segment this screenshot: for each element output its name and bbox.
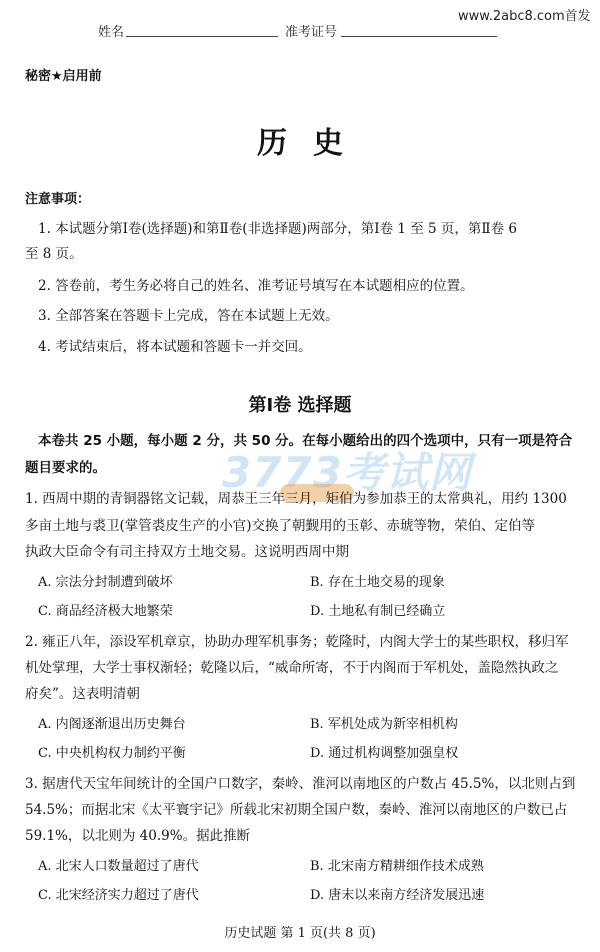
option-a: A. 内阁逐渐退出历史舞台 — [38, 717, 186, 732]
page-title: 历史 — [257, 126, 369, 161]
option-c: C. 中央机构权力制约平衡 — [38, 746, 186, 761]
notice-item-1-cont: 至 8 页。 — [25, 246, 83, 262]
option-d: D. 土地私有制已经确立 — [310, 604, 446, 619]
option-c: C. 北宋经济实力超过了唐代 — [38, 888, 199, 903]
notice-item-1: 1. 本试题分第Ⅰ卷(选择题)和第Ⅱ卷(非选择题)两部分，第Ⅰ卷 1 至 5 页，第Ⅱ卷 6 — [38, 221, 517, 237]
section-intro: 本卷共 25 小题，每小题 2 分，共 50 分。在每小题给出的四个选项中，只有一项是符合 — [38, 433, 573, 449]
page-footer: 历史试题 第 1 页(共 8 页) — [224, 926, 376, 941]
option-c: C. 商品经济极大地繁荣 — [38, 604, 173, 619]
question-line: 执政大臣命令有司主持双方土地交易。这说明西周中期 — [25, 544, 349, 560]
secret-mark: 秘密★启用前 — [25, 69, 102, 84]
option-b: B. 存在土地交易的现象 — [310, 575, 445, 590]
site-logo-watermark: 3773考试网 — [222, 448, 472, 497]
option-d: D. 唐末以来南方经济发展迅速 — [310, 888, 485, 903]
notice-item-2: 2. 答卷前，考生务必将自己的姓名、准考证号填写在本试题相应的位置。 — [38, 278, 474, 294]
option-a: A. 宗法分封制遭到破坏 — [38, 575, 173, 590]
notice-item-4: 4. 考试结束后，将本试题和答题卡一并交回。 — [38, 339, 312, 355]
name-underline — [126, 36, 278, 37]
exam-number-underline — [341, 36, 497, 37]
question-line: 3. 据唐代天宝年间统计的全国户口数字，秦岭、淮河以南地区的户数占 45.5%，以北则占到 — [25, 776, 576, 792]
option-a: A. 北宋人口数量超过了唐代 — [38, 859, 199, 874]
site-watermark: www.2abc8.com首发 — [458, 9, 591, 24]
name-label: 姓名 — [98, 25, 125, 40]
question-line: 54.5%；而据北宋《太平寰宇记》所载北宋初期全国户数，秦岭、淮河以南地区的户数已占 — [25, 802, 568, 818]
section-title: 第Ⅰ卷 选择题 — [248, 395, 352, 416]
section-intro-cont: 题目要求的。 — [25, 460, 106, 476]
option-b: B. 军机处成为新宰相机构 — [310, 717, 458, 732]
notice-item-3: 3. 全部答案在答题卡上完成，答在本试题上无效。 — [38, 308, 339, 324]
notice-heading: 注意事项： — [25, 192, 91, 207]
question-line: 多亩土地与裘卫(掌管裘皮生产的小官)交换了朝觐用的玉彰、赤琥等物，荣伯、定伯等 — [25, 518, 536, 534]
question-line: 59.1%，以北则为 40.9%。据此推断 — [25, 828, 251, 844]
question-line: 2. 雍正八年，添设军机章京，协助办理军机事务；乾隆时，内阁大学士的某些职权，移归军 — [25, 634, 569, 650]
question-line: 1. 西周中期的青铜器铭文记载，周恭王三年三月，矩伯为参加恭王的太常典礼，用约 1300 — [25, 491, 567, 507]
question-line: 府矣”。这表明清朝 — [25, 686, 140, 702]
question-line: 机处掌理，大学士事权渐轻；乾隆以后，“威命所寄，不于内阁而于军机处，盖隐然执政之 — [25, 660, 559, 676]
option-d: D. 通过机构调整加强皇权 — [310, 746, 459, 761]
option-b: B. 北宋南方精耕细作技术成熟 — [310, 859, 484, 874]
exam-number-label: 准考证号 — [285, 25, 338, 40]
